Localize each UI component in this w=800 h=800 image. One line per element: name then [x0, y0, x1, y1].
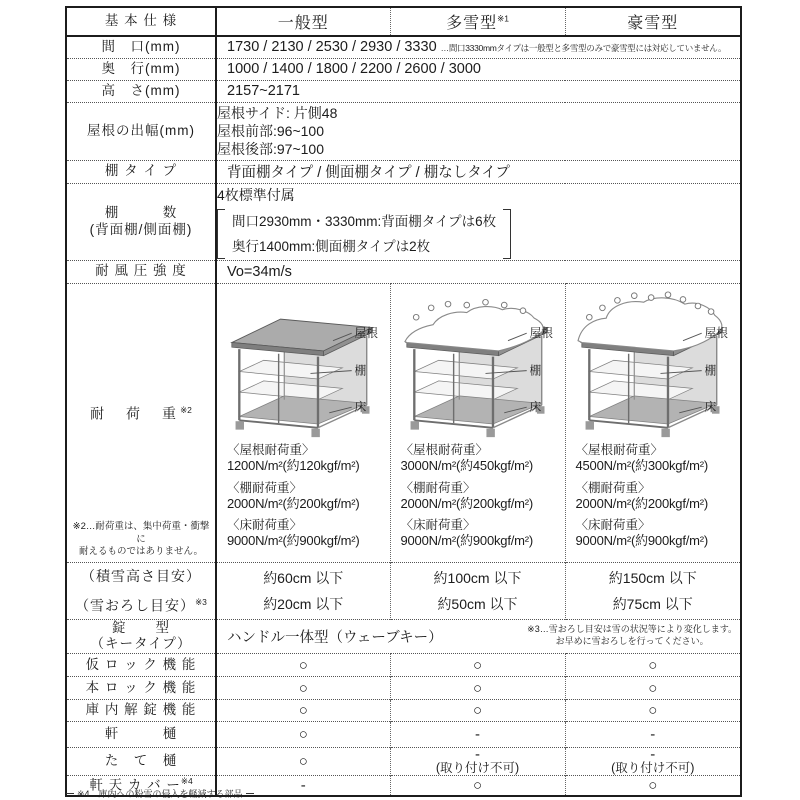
shelf-callout-label: 棚 — [354, 364, 367, 378]
footnote-4: ※4…庫内への粉雪の侵入を軽減する部品 — [66, 787, 254, 800]
load-values-extreme-snow: 〈屋根耐荷重〉 4500N/m²(約300kgf/m²) 〈棚耐荷重〉 2000N/m²(約200kgf/m²) 〈床耐荷重〉 9000N/m²(約900kgf/m²) — [575, 443, 709, 549]
footnote-ref-4: ※4 — [180, 776, 193, 787]
table-header-row — [66, 7, 741, 36]
footnote-ref-3: ※3 — [195, 596, 207, 607]
row-value-height: 2157~2171 — [216, 80, 741, 102]
roof-callout-label: 屋根 — [529, 327, 553, 341]
table-row — [66, 80, 741, 102]
soffit-cover-heavy-snow: ○ — [390, 776, 565, 796]
shelf-count-standard: 4枚標準付属 — [217, 186, 295, 203]
inside-unlock-general: ○ — [216, 700, 390, 722]
row-value-wind-resistance: Vo=34m/s — [216, 260, 741, 283]
load-cell-extreme-snow — [565, 283, 741, 562]
column-header-general: 一般型 — [277, 15, 329, 32]
snow-depth-general: 約60cm 以下 約20cm 以下 — [216, 562, 390, 619]
shed-diagram-large-snow — [572, 291, 734, 439]
roof-front-value: 屋根前部:96~100 — [217, 123, 324, 139]
table-row — [66, 562, 741, 619]
row-value-lock-type — [216, 619, 741, 654]
column-header-extreme-snow: 豪雪型 — [565, 7, 741, 36]
row-label-inside-unlock: 庫 内 解 錠 機 能 — [66, 700, 216, 722]
roof-side-value: 屋根サイド: 片側48 — [217, 105, 338, 121]
main-lock-heavy-snow: ○ — [390, 677, 565, 700]
row-label-eaves-gutter: 軒 樋 — [66, 722, 216, 748]
bracket-left — [217, 209, 225, 259]
table-row — [66, 700, 741, 722]
table-row — [66, 183, 741, 260]
row-label-main-lock: 本 ロ ッ ク 機 能 — [66, 677, 216, 700]
footnote-3: ※3…雪おろし目安は雪の状況等により変化します。 お早めに雪おろしを行ってください。 — [527, 623, 737, 646]
bracket-right — [503, 209, 511, 259]
row-label-depth: 奥 行(mm) — [66, 58, 216, 80]
footnote-ref-2: ※2 — [180, 405, 192, 416]
table-row — [66, 102, 741, 160]
row-label-width: 間 口(mm) — [66, 36, 216, 58]
table-row — [66, 748, 741, 776]
shed-diagram-no-snow — [222, 291, 384, 439]
table-row — [66, 619, 741, 654]
row-value-width — [216, 36, 741, 58]
table-row — [66, 283, 741, 562]
row-label-roof-overhang: 屋根の出幅(mm) — [66, 102, 216, 160]
row-label-downspout: た て 樋 — [66, 748, 216, 776]
soffit-cover-extreme-snow: ○ — [565, 776, 741, 796]
table-title-label: 基 本 仕 様 — [104, 13, 178, 29]
roof-callout-label: 屋根 — [354, 327, 379, 341]
row-label-load-capacity: 耐 荷 重$^{※2}$ ※2…耐荷重は、集中荷重・衝撃に 耐えるものではありません。 — [66, 283, 216, 562]
load-cell-heavy-snow — [390, 283, 565, 562]
shelf-count-bracket: 間口2930mm・3330mm:背面棚タイプは6枚 奥行1400mm:側面棚タイプは2枚 — [217, 209, 511, 259]
row-label-soffit-cover: 軒 天 カ バ ー$^{※4}$ — [66, 776, 216, 796]
inside-unlock-extreme-snow: ○ — [565, 700, 741, 722]
row-label-snow-depth: （積雪高さ目安） （雪おろし目安）$^{※3}$ — [66, 562, 216, 619]
load-values-heavy-snow: 〈屋根耐荷重〉 3000N/m²(約450kgf/m²) 〈棚耐荷重〉 2000N/m²(約200kgf/m²) 〈床耐荷重〉 9000N/m²(約900kgf/m²) — [400, 443, 534, 549]
row-label-shelf-type: 棚 タ イ プ — [66, 160, 216, 183]
table-title — [66, 7, 216, 36]
main-lock-extreme-snow: ○ — [565, 677, 741, 700]
snow-depth-heavy-snow: 約100cm 以下 約50cm 以下 — [390, 562, 565, 619]
table-row — [66, 160, 741, 183]
table-row — [66, 654, 741, 677]
temp-lock-heavy-snow: ○ — [390, 654, 565, 677]
temp-lock-general: ○ — [216, 654, 390, 677]
width-values: 1730 / 2130 / 2530 / 2930 / 3330 — [227, 39, 437, 56]
table-row — [66, 677, 741, 700]
table-row — [66, 58, 741, 80]
row-label-temp-lock: 仮 ロ ッ ク 機 能 — [66, 654, 216, 677]
table-row — [66, 36, 741, 58]
row-value-roof-overhang — [216, 102, 741, 160]
table-row — [66, 722, 741, 748]
load-values-general: 〈屋根耐荷重〉 1200N/m²(約120kgf/m²) 〈棚耐荷重〉 2000N/m²(約200kgf/m²) 〈床耐荷重〉 9000N/m²(約900kgf/m²) — [227, 443, 360, 549]
downspout-general: ○ — [216, 748, 390, 776]
eaves-gutter-general: ○ — [216, 722, 390, 748]
row-value-shelf-count — [216, 183, 741, 260]
shelf-callout-label: 棚 — [529, 364, 541, 378]
eaves-gutter-heavy-snow: - — [390, 722, 565, 748]
floor-callout-label: 床 — [354, 401, 367, 415]
roof-rear-value: 屋根後部:97~100 — [217, 141, 324, 157]
footnote-ref-1: ※1 — [497, 13, 509, 24]
inside-unlock-heavy-snow: ○ — [390, 700, 565, 722]
row-label-height: 高 さ(mm) — [66, 80, 216, 102]
downspout-heavy-snow: - (取り付け不可) — [390, 748, 565, 776]
table-row — [66, 260, 741, 283]
row-label-shelf-count: 棚 数 (背面棚/側面棚) — [66, 183, 216, 260]
row-label-lock-type: 錠 型 （キータイプ） — [66, 619, 216, 654]
floor-callout-label: 床 — [529, 401, 541, 415]
shed-diagram-medium-snow — [397, 291, 559, 439]
lock-type-value: ハンドル一体型（ウェーブキー） — [227, 629, 443, 646]
row-label-wind-resistance: 耐 風 圧 強 度 — [66, 260, 216, 283]
footnote-2: ※2…耐荷重は、集中荷重・衝撃に 耐えるものではありません。 — [72, 521, 210, 558]
snow-depth-extreme-snow: 約150cm 以下 約75cm 以下 — [565, 562, 741, 619]
spec-table — [65, 6, 742, 797]
footnote-tick-right — [246, 793, 254, 794]
eaves-gutter-extreme-snow: - — [565, 722, 741, 748]
column-header-heavy-snow: 多雪型$^{※1}$ — [390, 7, 565, 36]
shelf-callout-label: 棚 — [704, 364, 716, 378]
footnote-tick-left — [66, 793, 74, 794]
width-note: …間口3330mmタイプは一般型と多雪型のみで豪雪型には対応していません。 — [440, 43, 727, 54]
temp-lock-extreme-snow: ○ — [565, 654, 741, 677]
roof-callout-label: 屋根 — [704, 327, 728, 341]
downspout-extreme-snow: - (取り付け不可) — [565, 748, 741, 776]
row-value-depth: 1000 / 1400 / 1800 / 2200 / 2600 / 3000 — [216, 58, 741, 80]
load-cell-general — [216, 283, 390, 562]
main-lock-general: ○ — [216, 677, 390, 700]
soffit-cover-general: - — [216, 776, 390, 796]
row-value-shelf-type: 背面棚タイプ / 側面棚タイプ / 棚なしタイプ — [216, 160, 741, 183]
floor-callout-label: 床 — [704, 401, 716, 415]
